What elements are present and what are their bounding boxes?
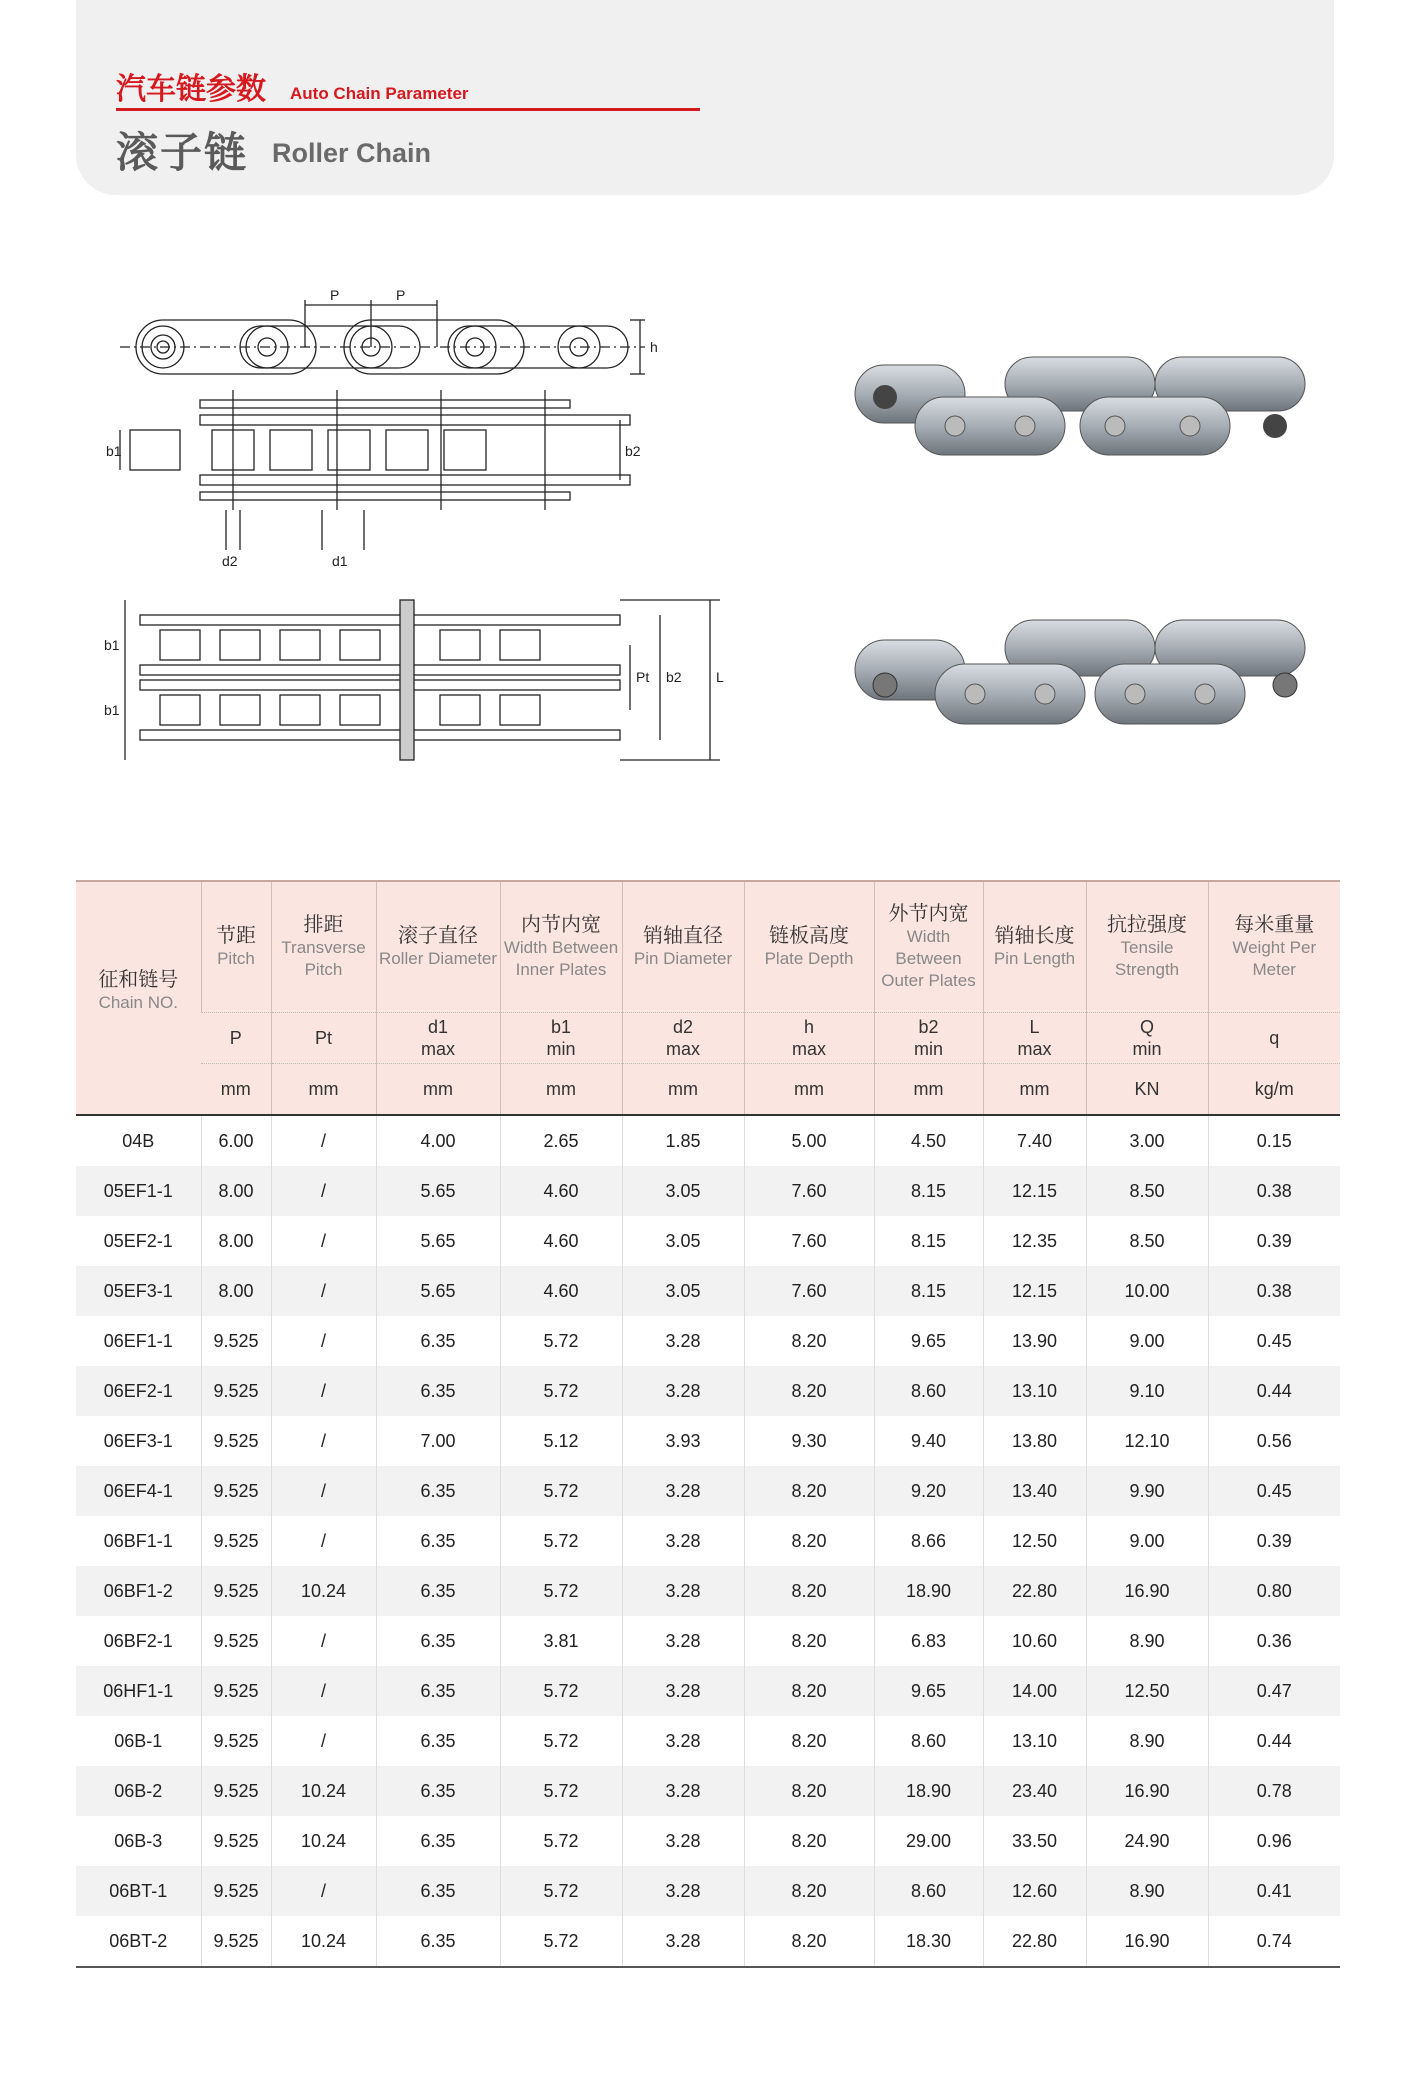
- table-cell: 13.10: [983, 1716, 1086, 1766]
- table-row: [76, 1516, 1340, 1566]
- header-width-between-outer-plates: 外节内宽 Width Between Outer Plates: [874, 881, 983, 1013]
- table-cell: 6.35: [376, 1766, 500, 1816]
- chain-number-cell: 05EF2-1: [103, 1230, 173, 1251]
- table-cell: 13.40: [983, 1466, 1086, 1516]
- table-cell: 8.20: [744, 1516, 874, 1566]
- table-cell: 6.35: [376, 1366, 500, 1416]
- label-l: L: [716, 669, 724, 685]
- table-cell: 10.24: [271, 1816, 376, 1866]
- table-row: [76, 1666, 1340, 1716]
- table-cell: 7.60: [744, 1166, 874, 1216]
- header-symbol: b1 min: [500, 1013, 622, 1064]
- table-cell: 7.40: [983, 1115, 1086, 1166]
- table-row: [76, 1115, 1340, 1166]
- page-title-cn: 滚子链: [116, 129, 249, 176]
- table-cell: 9.525: [201, 1716, 271, 1766]
- table-cell: 13.10: [983, 1366, 1086, 1416]
- single-strand-chain-photo: [845, 345, 1325, 475]
- table-cell: 13.80: [983, 1416, 1086, 1466]
- table-row: [76, 1166, 1340, 1216]
- table-cell: 9.65: [874, 1316, 983, 1366]
- label-b1-top: b1: [106, 443, 122, 459]
- table-cell: 5.72: [500, 1466, 622, 1516]
- table-cell: 5.65: [376, 1216, 500, 1266]
- table-cell: 9.525: [201, 1866, 271, 1916]
- table-cell: 9.525: [201, 1316, 271, 1366]
- table-cell: 3.28: [622, 1766, 744, 1816]
- table-cell: 6.35: [376, 1716, 500, 1766]
- table-cell: 0.74: [1208, 1916, 1340, 1967]
- table-cell: /: [271, 1716, 376, 1766]
- table-cell: 18.90: [874, 1566, 983, 1616]
- table-cell: 0.41: [1208, 1866, 1340, 1916]
- table-cell: 8.60: [874, 1866, 983, 1916]
- table-cell: 5.72: [500, 1716, 622, 1766]
- table-cell: 5.65: [376, 1266, 500, 1316]
- table-cell: 5.72: [500, 1566, 622, 1616]
- table-cell: /: [271, 1366, 376, 1416]
- header-symbol: b2 min: [874, 1013, 983, 1064]
- table-cell: 0.38: [1208, 1166, 1340, 1216]
- table-cell: 8.90: [1086, 1866, 1208, 1916]
- top-view-single: [120, 390, 630, 550]
- table-cell: 9.525: [201, 1366, 271, 1416]
- header-unit: mm: [271, 1064, 376, 1116]
- table-cell: 6.35: [376, 1316, 500, 1366]
- table-cell: 5.72: [500, 1316, 622, 1366]
- table-cell: 8.50: [1086, 1216, 1208, 1266]
- table-cell: 8.00: [201, 1266, 271, 1316]
- table-cell: 9.525: [201, 1766, 271, 1816]
- table-cell: 3.28: [622, 1466, 744, 1516]
- header-pin-diameter: 销轴直径 Pin Diameter: [622, 881, 744, 1013]
- top-view-double: [125, 600, 720, 760]
- table-cell: 22.80: [983, 1566, 1086, 1616]
- label-p2: P: [396, 287, 406, 303]
- table-cell: 0.38: [1208, 1266, 1340, 1316]
- table-cell: 10.00: [1086, 1266, 1208, 1316]
- table-cell: 5.72: [500, 1916, 622, 1967]
- table-cell: 18.30: [874, 1916, 983, 1967]
- chain-number-cell: 06BT-1: [76, 1866, 201, 1916]
- table-cell: 0.39: [1208, 1216, 1340, 1266]
- table-cell: /: [271, 1616, 376, 1666]
- table-cell: 6.35: [376, 1466, 500, 1516]
- table-cell: 8.15: [874, 1216, 983, 1266]
- table-cell: 8.00: [201, 1216, 271, 1266]
- table-cell: 3.05: [622, 1216, 744, 1266]
- table-cell: 6.35: [376, 1566, 500, 1616]
- header-weight-per-meter: 每米重量 Weight Per Meter: [1208, 881, 1340, 1013]
- table-cell: 12.60: [983, 1866, 1086, 1916]
- header-unit: mm: [500, 1064, 622, 1116]
- table-cell: /: [271, 1516, 376, 1566]
- chain-number-cell: 06BF1-1: [103, 1530, 173, 1551]
- table-cell: 8.15: [874, 1166, 983, 1216]
- table-cell: 3.28: [622, 1666, 744, 1716]
- table-cell: 8.20: [744, 1566, 874, 1616]
- header-unit: mm: [622, 1064, 744, 1116]
- table-cell: 16.90: [1086, 1766, 1208, 1816]
- table-cell: 8.20: [744, 1766, 874, 1816]
- table-cell: 8.20: [744, 1316, 874, 1366]
- table-cell: 6.35: [376, 1666, 500, 1716]
- header-unit: KN: [1086, 1064, 1208, 1116]
- table-cell: 3.28: [622, 1366, 744, 1416]
- chain-number-cell: 06BT-2: [76, 1916, 201, 1967]
- table-cell: 14.00: [983, 1666, 1086, 1716]
- header-symbol: h max: [744, 1013, 874, 1064]
- table-cell: 0.36: [1208, 1616, 1340, 1666]
- table-cell: 6.35: [376, 1616, 500, 1666]
- table-cell: 5.65: [376, 1166, 500, 1216]
- header-width-between-inner-plates: 内节内宽 Width Between Inner Plates: [500, 881, 622, 1013]
- table-cell: 12.35: [983, 1216, 1086, 1266]
- chain-number-cell: 06HF1-1: [76, 1666, 201, 1716]
- table-row: [76, 1916, 1340, 1967]
- label-p1: P: [330, 287, 340, 303]
- double-strand-chain-photo: [845, 610, 1325, 740]
- table-cell: /: [271, 1266, 376, 1316]
- table-cell: 8.20: [744, 1666, 874, 1716]
- table-cell: 5.12: [500, 1416, 622, 1466]
- table-cell: 3.05: [622, 1266, 744, 1316]
- table-row: [76, 1566, 1340, 1616]
- table-cell: 8.20: [744, 1366, 874, 1416]
- chain-number-cell: 04B: [76, 1115, 201, 1166]
- table-cell: 9.30: [744, 1416, 874, 1466]
- table-cell: 33.50: [983, 1816, 1086, 1866]
- table-cell: 0.45: [1208, 1316, 1340, 1366]
- table-cell: 4.50: [874, 1115, 983, 1166]
- label-b1-lower: b1: [104, 702, 120, 718]
- header-unit: mm: [201, 1064, 271, 1116]
- title-underline: [116, 108, 700, 111]
- header-unit: mm: [983, 1064, 1086, 1116]
- table-cell: 10.60: [983, 1616, 1086, 1666]
- table-cell: 23.40: [983, 1766, 1086, 1816]
- header-roller-diameter: 滚子直径 Roller Diameter: [376, 881, 500, 1013]
- table-cell: 12.50: [1086, 1666, 1208, 1716]
- table-cell: 16.90: [1086, 1566, 1208, 1616]
- table-cell: 7.60: [744, 1266, 874, 1316]
- table-cell: 3.28: [622, 1866, 744, 1916]
- chain-number-cell: 06EF4-1: [76, 1466, 201, 1516]
- table-cell: 9.525: [201, 1916, 271, 1967]
- table-cell: 3.28: [622, 1516, 744, 1566]
- table-cell: 3.93: [622, 1416, 744, 1466]
- table-row: [76, 1616, 1340, 1666]
- table-cell: 4.60: [500, 1166, 622, 1216]
- table-cell: 9.525: [201, 1466, 271, 1516]
- table-cell: 8.66: [874, 1516, 983, 1566]
- table-cell: 8.90: [1086, 1716, 1208, 1766]
- chain-number-cell: 06B-1: [114, 1730, 163, 1751]
- header-symbol: Q min: [1086, 1013, 1208, 1064]
- table-cell: 29.00: [874, 1816, 983, 1866]
- table-cell: /: [271, 1166, 376, 1216]
- table-cell: 9.525: [201, 1416, 271, 1466]
- table-cell: 0.96: [1208, 1816, 1340, 1866]
- table-row: [76, 1316, 1340, 1366]
- table-cell: 6.35: [376, 1816, 500, 1866]
- label-d1: d1: [332, 553, 348, 569]
- table-cell: 7.60: [744, 1216, 874, 1266]
- table-row: [76, 1816, 1340, 1866]
- header-unit: mm: [744, 1064, 874, 1116]
- table-cell: 9.525: [201, 1566, 271, 1616]
- header-symbol: L max: [983, 1013, 1086, 1064]
- table-cell: 10.24: [271, 1566, 376, 1616]
- table-cell: 5.72: [500, 1666, 622, 1716]
- table-cell: 0.44: [1208, 1716, 1340, 1766]
- chain-number-cell: 06EF2-1: [76, 1366, 201, 1416]
- table-cell: 8.20: [744, 1816, 874, 1866]
- table-cell: 8.00: [201, 1166, 271, 1216]
- table-cell: 4.60: [500, 1216, 622, 1266]
- table-row: [76, 1416, 1340, 1466]
- table-cell: 3.81: [500, 1616, 622, 1666]
- table-cell: 0.47: [1208, 1666, 1340, 1716]
- header-unit: mm: [376, 1064, 500, 1116]
- header-pin-length: 销轴长度 Pin Length: [983, 881, 1086, 1013]
- table-cell: 9.525: [201, 1816, 271, 1866]
- section-title-en: Auto Chain Parameter: [290, 84, 469, 103]
- table-row: [76, 1866, 1340, 1916]
- table-row: [76, 1716, 1340, 1766]
- table-cell: 3.28: [622, 1616, 744, 1666]
- table-cell: 0.80: [1208, 1566, 1340, 1616]
- table-cell: 8.20: [744, 1616, 874, 1666]
- table-cell: 9.65: [874, 1666, 983, 1716]
- table-cell: 12.15: [983, 1266, 1086, 1316]
- table-cell: 9.10: [1086, 1366, 1208, 1416]
- table-cell: 3.00: [1086, 1115, 1208, 1166]
- table-cell: 9.00: [1086, 1516, 1208, 1566]
- table-cell: /: [271, 1466, 376, 1516]
- table-cell: 18.90: [874, 1766, 983, 1816]
- section-title-cn: 汽车链参数: [116, 73, 266, 106]
- table-cell: 8.60: [874, 1716, 983, 1766]
- table-cell: 0.15: [1208, 1115, 1340, 1166]
- table-cell: 0.44: [1208, 1366, 1340, 1416]
- header-chain-no: 征和链号 Chain NO.: [76, 881, 201, 1115]
- table-cell: 9.525: [201, 1616, 271, 1666]
- table-cell: 3.28: [622, 1316, 744, 1366]
- table-cell: 8.20: [744, 1916, 874, 1967]
- table-cell: 9.525: [201, 1666, 271, 1716]
- table-row: [76, 1466, 1340, 1516]
- label-h: h: [650, 339, 658, 355]
- header-symbol: d1 max: [376, 1013, 500, 1064]
- side-view: [120, 300, 645, 374]
- table-cell: /: [271, 1316, 376, 1366]
- table-cell: 9.20: [874, 1466, 983, 1516]
- table-cell: 1.85: [622, 1115, 744, 1166]
- table-row: [76, 1266, 1340, 1316]
- table-cell: 3.28: [622, 1816, 744, 1866]
- table-cell: 7.00: [376, 1416, 500, 1466]
- table-cell: 0.39: [1208, 1516, 1340, 1566]
- table-cell: 9.00: [1086, 1316, 1208, 1366]
- roller-chain-technical-drawing: [100, 270, 800, 790]
- table-cell: 9.90: [1086, 1466, 1208, 1516]
- table-cell: 3.28: [622, 1716, 744, 1766]
- table-cell: 8.50: [1086, 1166, 1208, 1216]
- roller-chain-spec-table: [76, 880, 1340, 1968]
- table-cell: 8.90: [1086, 1616, 1208, 1666]
- chain-number-cell: 05EF3-1: [76, 1266, 201, 1316]
- chain-number-cell: 05EF1-1: [76, 1166, 201, 1216]
- header-unit: kg/m: [1208, 1064, 1340, 1116]
- table-cell: 8.20: [744, 1866, 874, 1916]
- table-cell: 6.00: [201, 1115, 271, 1166]
- label-b1-upper: b1: [104, 637, 120, 653]
- header-unit: mm: [874, 1064, 983, 1116]
- label-pt: Pt: [636, 669, 650, 685]
- header-transverse-pitch: 排距 Transverse Pitch: [271, 881, 376, 1013]
- table-cell: 0.45: [1208, 1466, 1340, 1516]
- chain-number-cell: 06BF2-1: [103, 1630, 173, 1651]
- table-cell: 3.28: [622, 1566, 744, 1616]
- table-cell: /: [271, 1216, 376, 1266]
- table-cell: 6.35: [376, 1516, 500, 1566]
- table-cell: 6.83: [874, 1616, 983, 1666]
- header-plate-depth: 链板高度 Plate Depth: [744, 881, 874, 1013]
- table-cell: /: [271, 1115, 376, 1166]
- table-cell: 8.60: [874, 1366, 983, 1416]
- table-cell: 0.56: [1208, 1416, 1340, 1466]
- table-cell: 5.72: [500, 1766, 622, 1816]
- header-tensile-strength: 抗拉强度 Tensile Strength: [1086, 881, 1208, 1013]
- table-cell: 5.72: [500, 1366, 622, 1416]
- header-symbol: q: [1208, 1013, 1340, 1064]
- table-cell: 3.28: [622, 1916, 744, 1967]
- table-cell: 5.72: [500, 1816, 622, 1866]
- table-cell: 9.40: [874, 1416, 983, 1466]
- table-cell: 8.20: [744, 1716, 874, 1766]
- table-cell: 6.35: [376, 1866, 500, 1916]
- table-cell: 0.78: [1208, 1766, 1340, 1816]
- table-row: [76, 1366, 1340, 1416]
- table-cell: 5.72: [500, 1866, 622, 1916]
- table-cell: 10.24: [271, 1766, 376, 1816]
- table-cell: 3.05: [622, 1166, 744, 1216]
- label-b2-top: b2: [625, 443, 641, 459]
- label-d2: d2: [222, 553, 238, 569]
- table-cell: 2.65: [500, 1115, 622, 1166]
- chain-number-cell: 06EF3-1: [103, 1430, 173, 1451]
- table-cell: 5.00: [744, 1115, 874, 1166]
- table-cell: 10.24: [271, 1916, 376, 1967]
- header-pitch: 节距 Pitch: [201, 881, 271, 1013]
- table-cell: 9.525: [201, 1516, 271, 1566]
- table-row: [76, 1216, 1340, 1266]
- table-cell: 24.90: [1086, 1816, 1208, 1866]
- chain-number-cell: 06B-3: [114, 1830, 163, 1851]
- header-symbol: Pt: [271, 1013, 376, 1064]
- table-cell: /: [271, 1866, 376, 1916]
- table-cell: 8.20: [744, 1466, 874, 1516]
- label-b2: b2: [666, 669, 682, 685]
- table-row: [76, 1766, 1340, 1816]
- table-cell: 4.60: [500, 1266, 622, 1316]
- table-cell: 12.10: [1086, 1416, 1208, 1466]
- table-cell: 4.00: [376, 1115, 500, 1166]
- chain-number-cell: 06B-2: [76, 1766, 201, 1816]
- table-cell: 16.90: [1086, 1916, 1208, 1967]
- table-cell: 22.80: [983, 1916, 1086, 1967]
- table-cell: 12.15: [983, 1166, 1086, 1216]
- table-cell: 13.90: [983, 1316, 1086, 1366]
- table-cell: /: [271, 1416, 376, 1466]
- header-symbol: d2 max: [622, 1013, 744, 1064]
- table-cell: 5.72: [500, 1516, 622, 1566]
- header-symbol: P: [201, 1013, 271, 1064]
- chain-number-cell: 06EF1-1: [103, 1330, 173, 1351]
- table-cell: 6.35: [376, 1916, 500, 1967]
- chain-number-cell: 06BF1-2: [76, 1566, 201, 1616]
- table-cell: 8.15: [874, 1266, 983, 1316]
- table-cell: 12.50: [983, 1516, 1086, 1566]
- table-cell: /: [271, 1666, 376, 1716]
- page-title-en: Roller Chain: [272, 138, 432, 168]
